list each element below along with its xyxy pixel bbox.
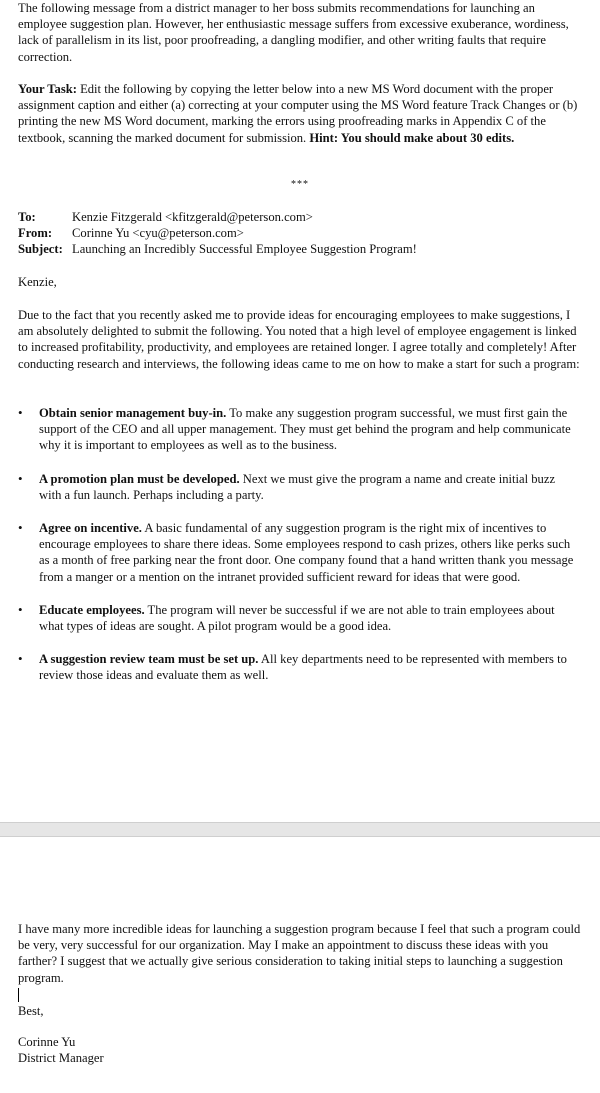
signoff: Best, [18,1004,44,1018]
intro-paragraph: The following message from a district manager to her boss submits recommendations for launching an employee suggestion plan. However, her enthusiastic message suffers from excessive exuberance, wordiness, lack of parallelism in its list, poor proofreading, a dangling modifier, and other writing faults that require correction. [18,1,569,64]
from-value: Corinne Yu <cyu@peterson.com> [72,226,244,241]
task-paragraph [18,81,582,146]
bullet-icon: • [18,470,23,486]
to-row [18,209,582,225]
bullet-icon: • [18,601,23,617]
list-item [18,471,580,503]
subject-label: Subject: [18,242,63,257]
signature-name: Corinne Yu [18,1035,76,1049]
section-divider: *** [291,179,309,190]
idea-text: The program will never be successful if we are not able to train employees about what types of ideas are sought. A pilot program would be a good idea. [39,602,555,634]
idea-text: A basic fundamental of any suggestion program is the right mix of incentives to encourage employees to share there ideas. Some employees respond to cash prizes, others like perks such as a month of free parking near the front door. One company found that a hand written thank you message from a manger or a mention on the intranet provided sufficient reward for ideas that were good. [39,521,574,584]
document-page-2[interactable] [0,837,600,1093]
list-item [18,520,580,585]
text-cursor [18,988,19,1002]
task-hint: Hint: You should make about 30 edits. [309,130,515,145]
ideas-list [18,405,580,684]
greeting: Kenzie, [18,275,57,289]
body-paragraph: Due to the fact that you recently asked me to provide ideas for encouraging employees to make suggestions, I am absolutely delighted to submit the following. You noted that a high level of employee engagement is linked to increased profitability, productivity, and employees are retained longer. I agree totally and completely! After conducting research and interviews, the following ideas came to me on how to make a start for such a program: [18,308,580,371]
bullet-icon: • [18,405,23,420]
idea-text: To make any suggestion program successful, we must first gain the support of the CEO and all upper management. They must get behind the program and help communicate why it is important to employees as well as to the business. [39,406,571,453]
email-headers [18,209,582,258]
to-label: To: [18,210,36,224]
text-cursor-line[interactable] [18,986,582,1002]
task-label: Your Task: [18,82,77,96]
bullet-icon: • [18,520,23,536]
to-value: Kenzie Fitzgerald <kfitzgerald@peterson.com> [72,210,313,224]
idea-title: A promotion plan must be developed. [39,471,240,486]
from-row [18,225,582,241]
list-item [18,602,580,634]
idea-text: All key departments need to be represented with members to review those ideas and evaluate them as well. [39,652,567,683]
from-label: From: [18,226,53,241]
idea-title: Agree on incentive. [39,521,142,536]
page-break-gap [0,822,600,837]
idea-title: A suggestion review team must be set up. [39,652,259,667]
list-item [18,405,580,454]
bullet-icon: • [18,651,23,667]
list-item [18,651,580,683]
closing-paragraph: I have many more incredible ideas for launching a suggestion program because I feel that such a program could be very, very successful for our organization. May I make an appointment to discuss these ideas with you farther? I suggest that we actually give serious consideration to taking initial steps to launching a suggestion program. [18,922,581,985]
idea-title: Educate employees. [39,602,145,617]
idea-text: Next we must give the program a name and create initial buzz with a fun launch. Perhaps including a party. [39,471,556,502]
signature-title: District Manager [18,1051,104,1066]
signature-block [18,1034,582,1066]
subject-value: Launching an Incredibly Successful Employee Suggestion Program! [72,242,417,257]
task-text: Edit the following by copying the letter below into a new MS Word document with the proper assignment caption and either (a) correcting at your computer using the MS Word feature Track Changes or (b) printing the new MS Word document, marking the errors using proofreading marks in Appendix C of the textbook, scanning the marked document for submission. [18,82,578,145]
subject-row [18,241,582,257]
idea-title: Obtain senior management buy-in. [39,406,227,420]
